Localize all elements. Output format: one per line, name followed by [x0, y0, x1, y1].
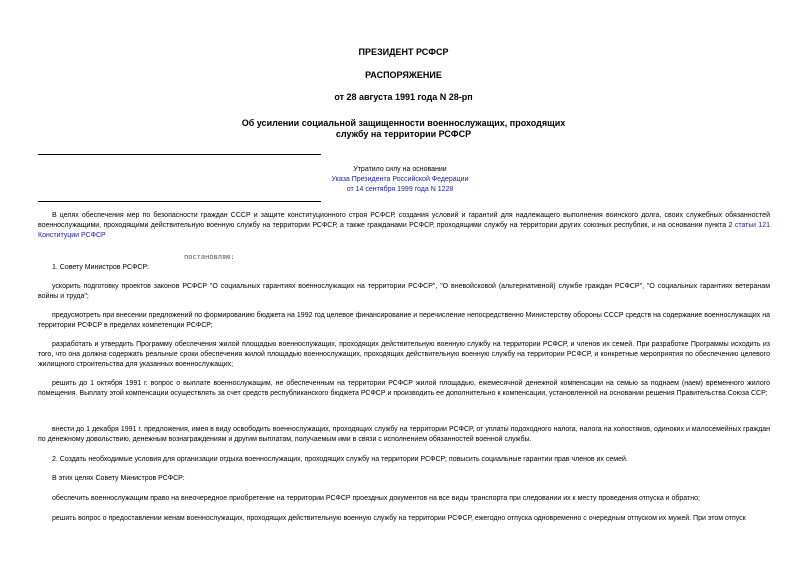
paragraph-6: внести до 1 декабря 1991 г. предложения, имея в виду освободить военнослужащих, проходящих службу на территории РСФСР, от уплаты подоходного налога, налога на холостяков, одиноких и малосемейных граждан по денежному довольствию, денежным вознаграждениям и другим выплатам, получаемым ими в связи с исполнением обязанностей военной службы.	[38, 426, 770, 443]
resolve-word: постановляю:	[184, 253, 235, 261]
paragraph-5: решить до 1 октября 1991 г. вопрос о выплате военнослужащим, не обеспеченным на территории РСФСР жилой площадью, ежемесячной денежной компенсации на семью за поднаем (наем) временного жилого помещения. Выплату этой компенсации осуществлять за счет средств республиканского бюджета РСФСР и производить ее дополнительно к компенсации, установленной на основании решения Правительства Союза ССР;	[38, 380, 770, 397]
paragraph-4: разработать и утвердить Программу обеспечения жилой площадью военнослужащих, проходящих действительную военную службу на территории РСФСР, и членов их семей. При разработке Программы исходить из того, что она должна содержать реальные сроки обеспечения жилой площадью военнослужащих, проходящих действительную военную службу на территории РСФСР, и конкретные мероприятия по обеспечению целевого жилищного строительства для указанных военнослужащих;	[38, 341, 770, 368]
repeal-note-link-date[interactable]: от 14 сентября 1999 года N 1228	[346, 186, 454, 193]
paragraph-2: ускорить подготовку проектов законов РСФСР "О социальных гарантиях военнослужащих на территории РСФСР", "О вневойсковой (альтернативной) службе граждан РСФСР", "О социальных гарантиях ветеранам войны и труда";	[38, 283, 770, 300]
repeal-note	[280, 165, 520, 195]
paragraph-10: решить вопрос о предоставлении женам военнослужащих, проходящих действительную военную службу на территории РСФСР, ежегодно отпуска одновременно с очередным отпуском их мужей. При этом отпуск	[52, 515, 746, 522]
constitution-article-link[interactable]: статьи 121 Конституции РСФСР	[38, 222, 770, 239]
paragraph-8: В этих целях Совету Министров РСФСР:	[52, 475, 185, 482]
document-title-line-2: службу на территории РСФСР	[335, 129, 472, 139]
repeal-note-link-decree[interactable]: Указа Президента Российской Федерации	[331, 176, 469, 183]
issuer-heading: ПРЕЗИДЕНТ РСФСР	[358, 47, 449, 57]
repeal-note-line-1: Утратило силу на основании	[353, 166, 447, 173]
preamble-text: В целях обеспечения мер по безопасности граждан СССР и защите конституционного строя РСФСР, создания условий и гарантий для надлежащего выполнения воинского долга, своих служебных обязанностей военнослужащими, проходящими действительную военную службу на территории РСФСР, а также гражданами РСФСР, проходящими службу на территории других союзных республик, и на основании пункта 2	[38, 212, 770, 229]
divider-bottom	[38, 201, 321, 202]
preamble-paragraph	[38, 211, 770, 241]
paragraph-7: 2. Создать необходимые условия для организации отдыха военнослужащих, проходящих службу на территории РСФСР; повысить социальные гарантии прав членов их семей.	[52, 456, 628, 463]
divider-top	[38, 154, 321, 155]
document-title-line-1: Об усилении социальной защищенности военнослужащих, проходящих	[241, 118, 566, 128]
document-type-heading: РАСПОРЯЖЕНИЕ	[365, 70, 442, 80]
paragraph-3: предусмотреть при внесении предложений по формированию бюджета на 1992 год целевое финансирование и перечисление непосредственно Министерству обороны СССР средств на содержание военнослужащих на территории РСФСР в пределах компетенции РСФСР;	[38, 312, 770, 329]
document-date: от 28 августа 1991 года N 28-рп	[334, 92, 473, 102]
paragraph-1: 1. Совету Министров РСФСР:	[52, 264, 149, 271]
paragraph-9: обеспечить военнослужащим право на внеочередное приобретение на территории РСФСР проездных документов на все виды транспорта при следовании их к месту проведения отпуска и обратно;	[52, 495, 700, 502]
